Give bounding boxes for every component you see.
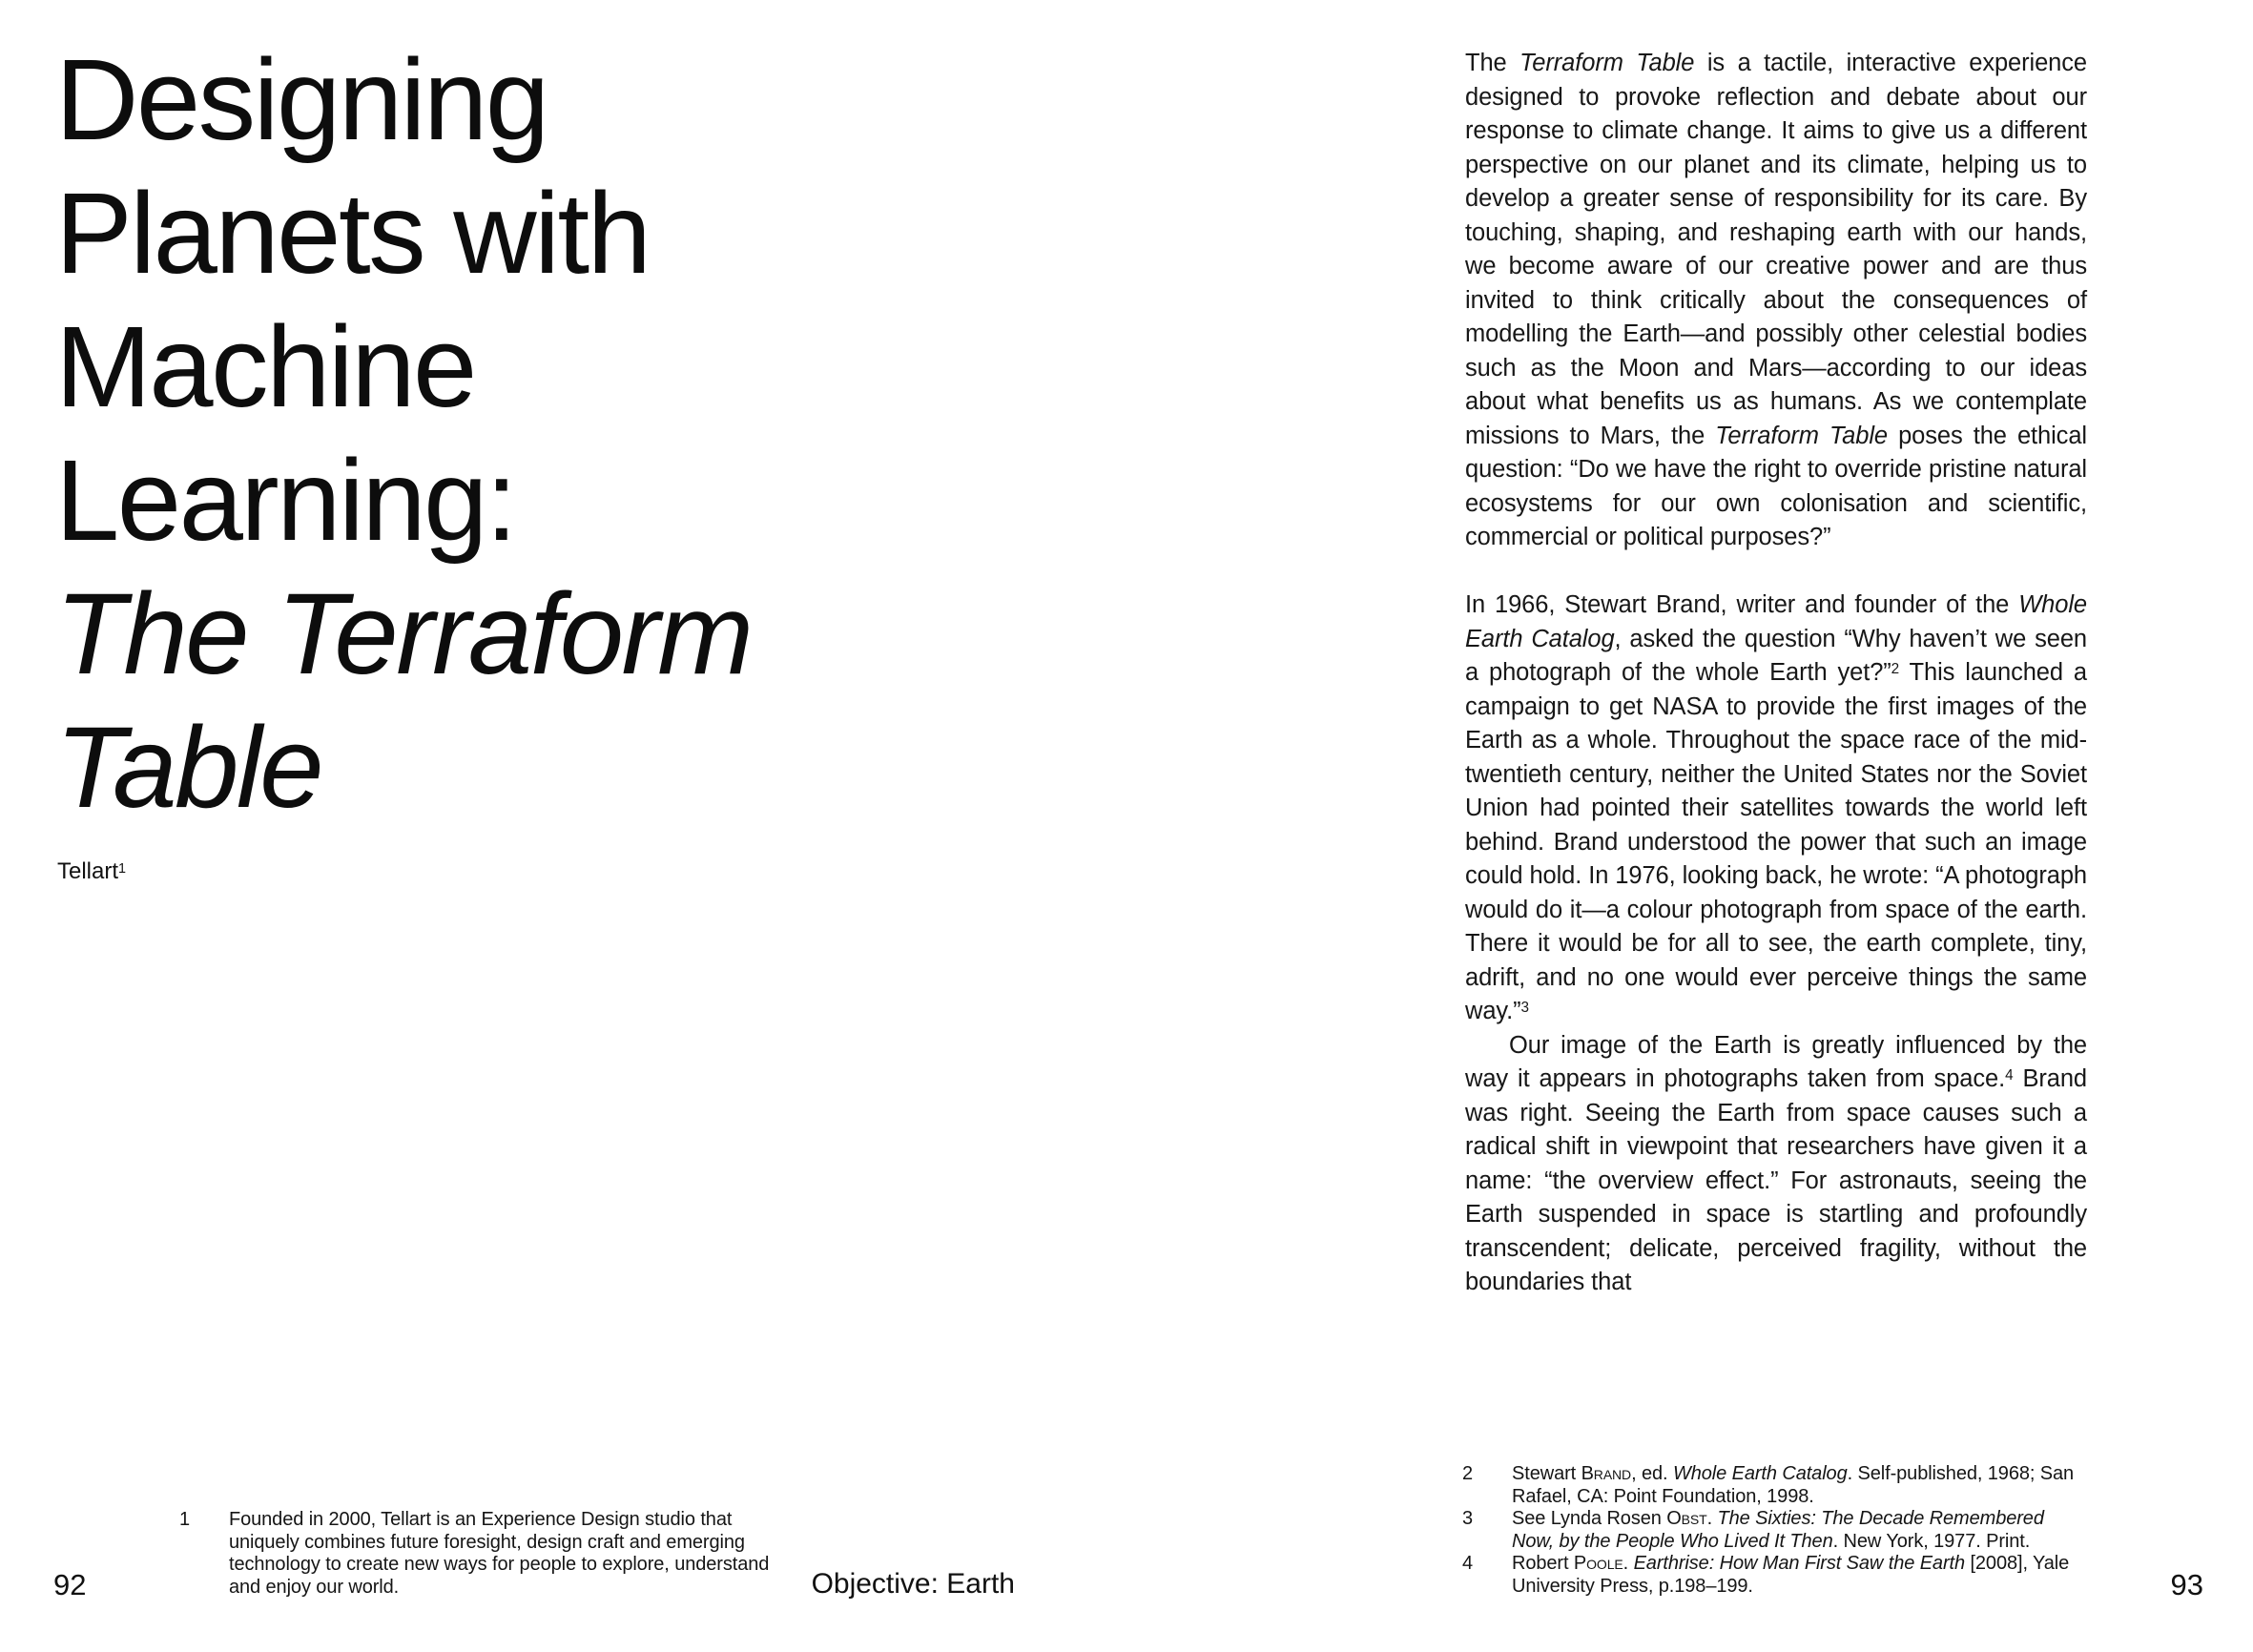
title-line: Planets with bbox=[55, 168, 650, 298]
byline-author: Tellart bbox=[57, 858, 119, 884]
footnote-text: Stewart Brand, ed. Whole Earth Catalog. Self-published, 1968; San Rafael, CA: Point Foundation, 1998. bbox=[1512, 1463, 2075, 1507]
title-line-subtitle: Table bbox=[55, 702, 322, 832]
footnote-text: See Lynda Rosen Obst. The Sixties: The Decade Remembered Now, by the People Who Lived It Then. New York, 1977. Print. bbox=[1512, 1508, 2044, 1552]
title-line: Machine bbox=[55, 301, 475, 431]
article-body bbox=[1465, 47, 2087, 1300]
footnote-marker: 3 bbox=[1462, 1508, 1474, 1529]
footnote-marker: 1 bbox=[179, 1509, 191, 1530]
paragraph-intro: The Terraform Table is a tactile, interactive experience designed to provoke reflection and debate about our response to climate change. It aims to give us a different perspective on our planet and its climate, helping us to develop a greater sense of responsibility for its care. By touching, shaping, and reshaping earth with our hands, we become aware of our creative power and are thus invited to think critically about the consequences of modelling the Earth—and possibly other celestial bodies such as the Moon and Mars—according to our ideas about what benefits us as humans. As we contemplate missions to Mars, the Terraform Table poses the ethical question: “Do we have the right to override pristine natural ecosystems for our own colonisation and scientific, commercial or political purposes?” bbox=[1465, 50, 2087, 550]
footnotes bbox=[1462, 1463, 2090, 1598]
byline bbox=[57, 858, 126, 886]
footnote-4 bbox=[1462, 1553, 2090, 1598]
page-number-left: 92 bbox=[53, 1568, 87, 1601]
footnote-marker: 4 bbox=[1462, 1553, 1474, 1574]
footnote-text: Founded in 2000, Tellart is an Experience Design studio that uniquely combines future foresight, design craft and emerging technology to create new ways for people to explore, understand and enjoy our world. bbox=[229, 1509, 770, 1598]
title-line: Designing bbox=[55, 34, 548, 164]
byline-footnote-ref: 1 bbox=[118, 860, 127, 877]
footnote-marker: 2 bbox=[1462, 1463, 1474, 1484]
footnote-3 bbox=[1462, 1508, 2090, 1553]
paragraph-brand-1966: In 1966, Stewart Brand, writer and founder of the Whole Earth Catalog, asked the question “Why haven’t we seen a photograph of the whole Earth yet?”$^2$ This launched a campaign to get NASA to provide the first images of the Earth as a whole. Throughout the space race of the mid-twentieth century, neither the United States nor the Soviet Union had pointed their satellites towards the world left behind. Brand understood the power that such an image could hold. In 1976, looking back, he wrote: “A photograph would do it—a colour photograph from space of the earth. There it would be for all to see, the earth complete, tiny, adrift, and no one would ever perceive things the same way.”$^3$ bbox=[1465, 591, 2087, 1024]
footnote-text: Robert Poole. Earthrise: How Man First Saw the Earth [2008], Yale University Press, p.198–199. bbox=[1512, 1553, 2070, 1597]
title-line: Learning: bbox=[55, 435, 516, 565]
running-footer: Objective: Earth bbox=[811, 1568, 1015, 1600]
page-number-right: 93 bbox=[2170, 1568, 2203, 1601]
footnote-2 bbox=[1462, 1463, 2090, 1508]
article-title bbox=[55, 32, 752, 834]
title-line-subtitle: The Terraform bbox=[55, 568, 752, 698]
paragraph-overview-effect: Our image of the Earth is greatly influenced by the way it appears in photographs taken from space.$^4$ Brand was right. Seeing the Earth from space causes such a radical shift in viewpoint that researchers have given it a name: “the overview effect.” For astronauts, seeing the Earth suspended in space is startling and profoundly transcendent; delicate, perceived fragility, without the boundaries that bbox=[1465, 1031, 2088, 1295]
